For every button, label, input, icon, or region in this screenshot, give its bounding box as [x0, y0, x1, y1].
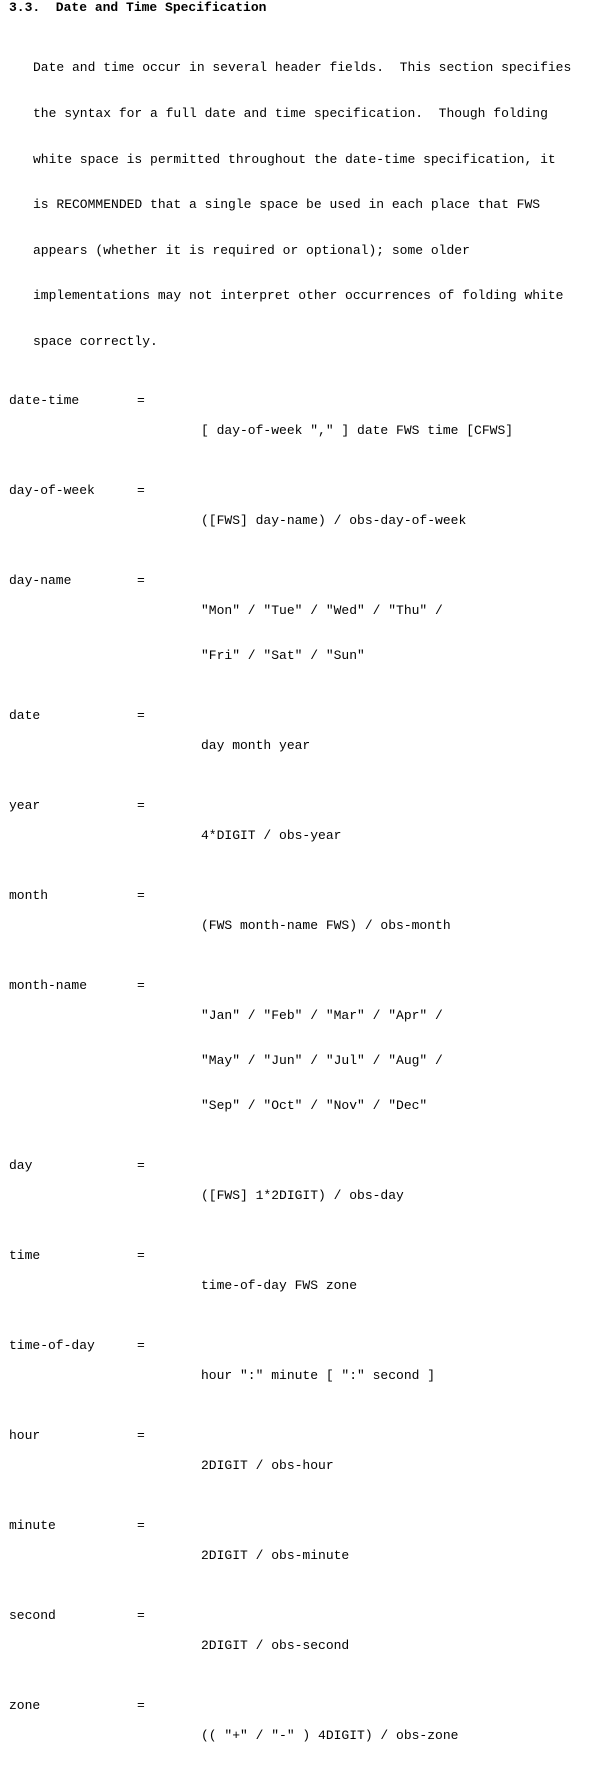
rule-name-day: day — [9, 1157, 33, 1173]
rule-equals: = — [137, 977, 145, 993]
intro-paragraph — [33, 30, 594, 380]
rule-equals: = — [137, 1427, 145, 1443]
rule-spacer — [9, 558, 594, 573]
rule-definition-line: "Jan" / "Feb" / "Mar" / "Apr" / — [201, 1007, 443, 1023]
intro-line: is RECOMMENDED that a single space be used in each place that FWS — [33, 197, 541, 213]
rule-name-month: month — [9, 887, 49, 903]
rule-definition-line: day month year — [201, 737, 311, 753]
rule-spacer — [9, 1683, 594, 1698]
rule-equals: = — [137, 1337, 145, 1353]
rule-definition — [201, 708, 594, 783]
rule-equals: = — [137, 797, 145, 813]
rule-definition — [201, 798, 594, 873]
rule-definition-line: "Mon" / "Tue" / "Wed" / "Thu" / — [201, 602, 443, 618]
rule-equals: = — [137, 707, 145, 723]
rule-definition-line: (FWS month-name FWS) / obs-month — [201, 917, 451, 933]
rule-definition — [201, 888, 594, 963]
rule-definition-line: "Sep" / "Oct" / "Nov" / "Dec" — [201, 1097, 428, 1113]
rule-definition — [201, 978, 594, 1143]
rule-definition — [201, 573, 594, 693]
rule-spacer — [9, 1413, 594, 1428]
rule-definition-line: "Fri" / "Sat" / "Sun" — [201, 647, 365, 663]
rule-name-time: time — [9, 1247, 41, 1263]
rule-definition — [201, 1698, 594, 1773]
rule-definition — [201, 1248, 594, 1323]
rule-name-year: year — [9, 797, 41, 813]
rule-spacer — [9, 693, 594, 708]
intro-line: space correctly. — [33, 334, 158, 350]
rule-spacer — [9, 1503, 594, 1518]
rule-equals: = — [137, 482, 145, 498]
section-title: 3.3. Date and Time Specification — [9, 0, 267, 15]
rule-definition-line: 2DIGIT / obs-minute — [201, 1547, 350, 1563]
rule-definition — [201, 1338, 594, 1413]
rule-equals: = — [137, 1607, 145, 1623]
rule-spacer — [9, 1323, 594, 1338]
rule-spacer — [9, 468, 594, 483]
rule-spacer — [9, 1143, 594, 1158]
rule-spacer — [9, 963, 594, 978]
rule-name-zone: zone — [9, 1697, 41, 1713]
rule-definition-line: (( "+" / "-" ) 4DIGIT) / obs-zone — [201, 1727, 459, 1743]
abnf-grammar — [9, 393, 594, 1773]
rule-definition — [201, 1608, 594, 1683]
rule-equals: = — [137, 572, 145, 588]
rule-definition-line: [ day-of-week "," ] date FWS time [CFWS] — [201, 422, 514, 438]
rule-name-time-of-day: time-of-day — [9, 1337, 95, 1353]
rule-definition — [201, 393, 594, 468]
intro-line: appears (whether it is required or optional); some older — [33, 242, 470, 258]
intro-line: the syntax for a full date and time specification. Though folding — [33, 106, 548, 122]
rule-name-day-of-week: day-of-week — [9, 482, 95, 498]
rule-definition-line: ([FWS] day-name) / obs-day-of-week — [201, 512, 467, 528]
rule-definition — [201, 1428, 594, 1503]
rule-name-month-name: month-name — [9, 977, 88, 993]
rule-spacer — [9, 783, 594, 798]
rule-name-date: date — [9, 707, 41, 723]
rule-definition — [201, 483, 594, 558]
document — [9, 0, 594, 1773]
rule-definition — [201, 1158, 594, 1233]
intro-line: white space is permitted throughout the date-time specification, it — [33, 151, 556, 167]
rule-definition-line: ([FWS] 1*2DIGIT) / obs-day — [201, 1187, 404, 1203]
rule-name-minute: minute — [9, 1517, 56, 1533]
rule-definition-line: 2DIGIT / obs-hour — [201, 1457, 334, 1473]
rule-name-day-name: day-name — [9, 572, 72, 588]
rule-equals: = — [137, 887, 145, 903]
rule-definition-line: 2DIGIT / obs-second — [201, 1637, 350, 1653]
rule-equals: = — [137, 392, 145, 408]
rule-spacer — [9, 1593, 594, 1608]
rule-equals: = — [137, 1697, 145, 1713]
rule-name-date-time: date-time — [9, 392, 80, 408]
rule-name-hour: hour — [9, 1427, 41, 1443]
rule-definition — [201, 1518, 594, 1593]
rule-definition-line: 4*DIGIT / obs-year — [201, 827, 342, 843]
rule-definition-line: hour ":" minute [ ":" second ] — [201, 1367, 436, 1383]
rule-spacer — [9, 873, 594, 888]
intro-line: Date and time occur in several header fields. This section specifies — [33, 60, 572, 76]
rule-equals: = — [137, 1247, 145, 1263]
rule-definition-line: time-of-day FWS zone — [201, 1277, 358, 1293]
rule-spacer — [9, 1233, 594, 1248]
rule-equals: = — [137, 1517, 145, 1533]
rule-name-second: second — [9, 1607, 56, 1623]
rule-definition-line: "May" / "Jun" / "Jul" / "Aug" / — [201, 1052, 443, 1068]
rule-equals: = — [137, 1157, 145, 1173]
intro-line: implementations may not interpret other occurrences of folding white — [33, 288, 564, 304]
